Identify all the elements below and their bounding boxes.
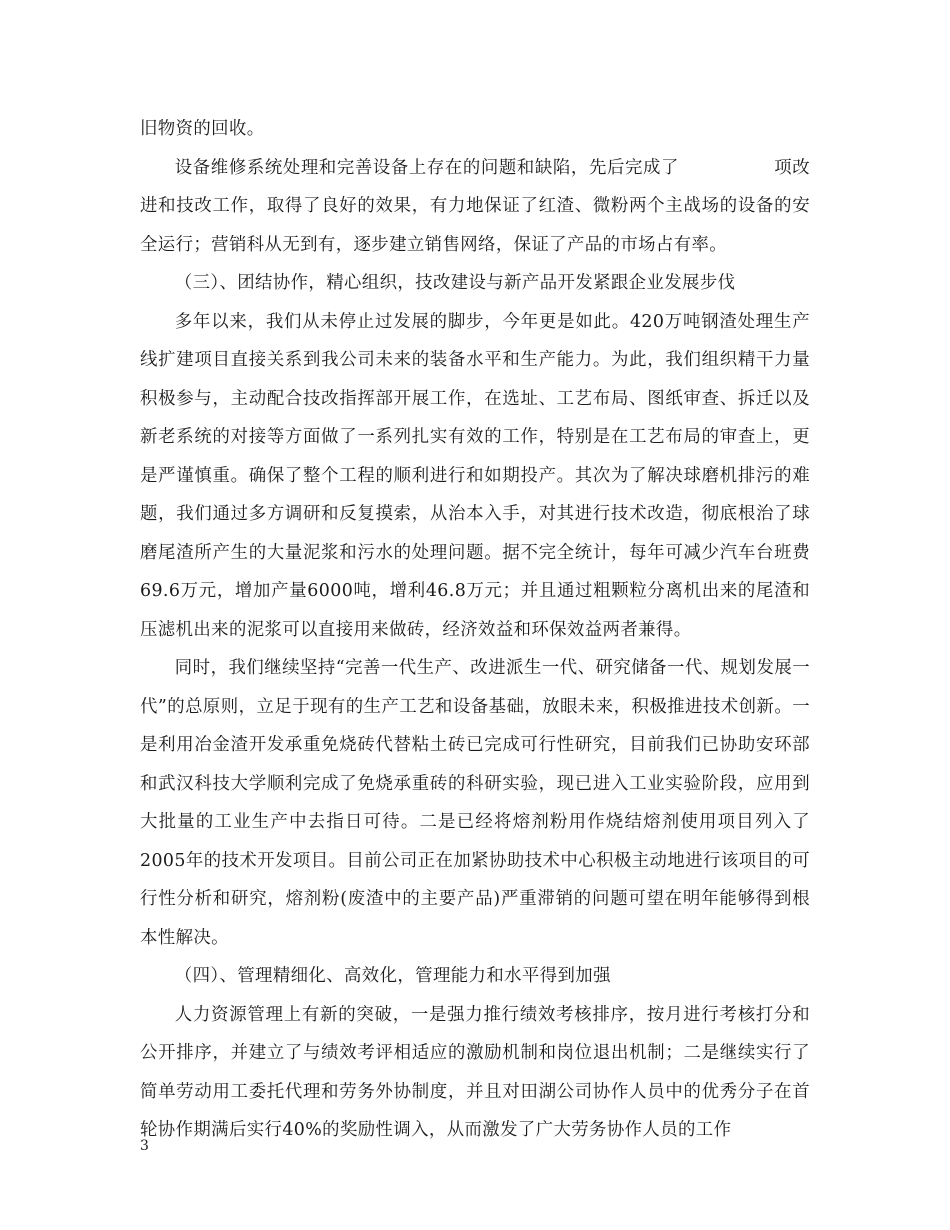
document-body — [140, 110, 810, 1150]
paragraph-text: 多年以来，我们从未停止过发展的脚步，今年更是如此。420万吨钢渣处理生产线扩建项目直接关系到我公司未来的装备水平和生产能力。为此，我们组织精干力量积极参与，主动配合技改指挥部开展工作，在选址、工艺布局、图纸审查、拆迁以及新老系统的对接等方面做了一系列扎实有效的工作，特别是在工艺布局的审查上，更是严谨慎重。确保了整个工程的顺利进行和如期投产。其次为了解决球磨机排污的难题，我们通过多方调研和反复摸索，从治本入手，对其进行技术改造，彻底根治了球磨尾渣所产生的大量泥浆和污水的处理问题。据不完全统计，每年可减少汽车台班费69.6万元，增加产量6000吨，增利46.8万元；并且通过粗颗粒分离机出来的尾渣和压滤机出来的泥浆可以直接用来做砖，经济效益和环保效益两者兼得。 — [140, 311, 810, 640]
paragraph-hr-management — [140, 996, 810, 1150]
paragraph-continuation — [140, 110, 810, 149]
paragraph-equipment-maintenance — [140, 149, 810, 265]
heading-text: （四）、管理精细化、高效化，管理能力和水平得到加强 — [174, 966, 611, 986]
section-heading-4 — [140, 957, 810, 996]
heading-text: （三）、团结协作，精心组织，技改建设与新产品开发紧跟企业发展步伐 — [174, 273, 736, 293]
paragraph-development — [140, 303, 810, 650]
paragraph-text-part1: 设备维修系统处理和完善设备上存在的问题和缺陷，先后完成了 — [174, 157, 679, 178]
paragraph-text: 人力资源管理上有新的突破，一是强力推行绩效考核排序，按月进行考核打分和公开排序，并建立了与绩效考评相适应的激励机制和岗位退出机制；二是继续实行了简单劳动用工委托代理和劳务外协制度，并且对田湖公司协作人员中的优秀分子在首轮协作期满后实行40%的奖励性调入，从而激发了广大劳务协作人员的工作 — [140, 1004, 810, 1140]
paragraph-text-part2: 项改进和技改工作，取得了良好的效果，有力地保证了红渣、微粉两个主战场的设备的安全运行；营销科从无到有，逐步建立销售网络，保证了产品的市场占有率。 — [140, 157, 810, 255]
section-heading-3 — [140, 264, 810, 303]
paragraph-innovation — [140, 649, 810, 957]
paragraph-text: 旧物资的回收。 — [140, 119, 265, 139]
paragraph-text: 同时，我们继续坚持“完善一代生产、改进派生一代、研究储备一代、规划发展一代”的总原则，立足于现有的生产工艺和设备基础，放眼未来，积极推进技术创新。一是利用冶金渣开发承重免烧砖代替粘土砖已完成可行性研究，目前我们已协助安环部和武汉科技大学顺利完成了免烧承重砖的科研实验，现已进入工业实验阶段，应用到大批量的工业生产中去指日可待。二是已经将熔剂粉用作烧结熔剂使用项目列入了2005年的技术开发项目。目前公司正在加紧协助技术中心积极主动地进行该项目的可行性分析和研究，熔剂粉(废渣中的主要产品)严重滞销的问题可望在明年能够得到根本性解决。 — [140, 658, 810, 948]
page-number: 3 — [140, 1138, 149, 1154]
